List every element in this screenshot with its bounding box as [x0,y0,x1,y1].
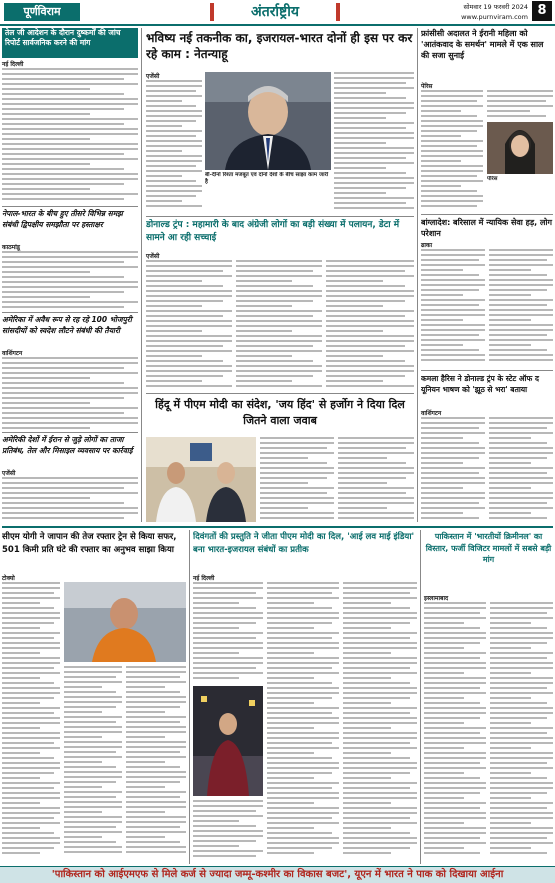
body-left4 [2,477,138,522]
masthead [0,0,555,24]
yogi-illustration [64,582,186,662]
body-diwali-col1b [193,800,263,862]
website-url[interactable]: www.purnviram.com [461,13,528,21]
headline-left2[interactable]: नेपाल-भारत के बीच हुए तीसरे विभिन्न समझ संबंधी द्विपक्षीय समझौता पर हस्ताक्षर [2,209,123,229]
portrait-illustration [487,122,553,174]
column-divider [417,28,418,522]
body-pakistan-col2 [490,602,553,862]
divider [146,216,414,217]
body-mid1-col1 [146,260,232,390]
body-yogi-col1 [2,582,60,862]
body-left3 [2,357,138,429]
column-divider [141,28,142,522]
left-column [2,28,138,522]
body-mid1-col3 [326,260,414,390]
section-rule [2,526,553,528]
divider [421,370,553,371]
headline-left3[interactable]: अमेरिका में अवैध रूप से रह रहे 100 भोजपुरी सांसदीयों को स्वदेश लौटने संबंधी की तैयारी [2,315,132,335]
body-right2-col2 [489,249,553,367]
body-lead-col1 [146,80,202,212]
byline-lead: एजेंसी [146,73,160,80]
body-right1-col2 [487,90,553,120]
byline-mid1: एजेंसी [146,253,160,260]
column-divider [420,530,421,864]
headline-lead[interactable]: भविष्य नई तकनीक का, इजरायल-भारत दोनों ही इस पर कर रहे काम : नेतन्याहू [146,31,413,61]
headline-right1[interactable]: फ्रांसीसी अदालत ने ईरानी महिला को 'आतंकवाद के समर्थन' मामले में एक साल की सजा सुनाई [421,29,544,60]
divider [2,432,138,433]
headline-yogi[interactable]: सीएम योगी ने जापान की तेज रफ्तार ट्रेन से किया सफर, 501 किमी प्रति घंटे की रफ्तार का अनुभव साझा किया [2,532,177,555]
netanyahu-caption: बी-दीनो रिश्ता मजबूत एवं दोनों देशों के बीच साझा काम जारी है [205,172,329,185]
headline-left1[interactable]: तेल जी आदेशन के दौरान दुष्कर्मों की जांच रिपोर्ट सार्वजनिक करने की मांग [2,28,138,58]
body-right2-col1 [421,249,485,367]
divider [2,312,138,313]
woman-photo [487,122,553,174]
headline-right2[interactable]: बांग्लादेश: बरिसाल में न्यायिक सेवा हड़, लोग परेशान [421,218,553,238]
divider [146,393,414,394]
yogi-photo [64,582,186,662]
body-pakistan-col1 [424,602,486,862]
issue-date: सोमवार 19 फरवरी 2024 [463,3,528,11]
body-mid1-col2 [236,260,322,390]
woman-caption: पेरिस [487,176,498,182]
body-hindi-day-col2 [338,437,414,522]
body-right1-col1 [421,90,483,210]
divider [2,206,138,207]
performance-illustration [193,686,263,796]
byline-yogi: टोक्यो [2,575,15,582]
body-diwali-col2 [267,582,339,862]
body-diwali-col1 [193,582,263,682]
netanyahu-photo [205,72,331,170]
body-lead-col3 [334,72,414,212]
divider [421,214,553,215]
section-title: अंतर्राष्ट्रीय [210,3,340,21]
byline-pakistan: इस्लामाबाद [424,595,449,602]
header-rule [0,24,555,26]
column-divider [189,530,190,864]
body-left2 [2,251,138,309]
byline-right1: पेरिस [421,83,433,90]
performance-photo [193,686,263,796]
headline-right3[interactable]: कमला हैरिस ने डोनाल्ड ट्रंप के स्टेट ऑफ द यूनियन भाषण को 'झूठ से भरा' बताया [421,374,539,394]
headline-mid1[interactable]: डोनाल्ड ट्रंप : महामारी के बाद अंग्रेजी लोगों का बड़ी संख्या में पलायन, डेटा में सामने आ रही सच्चाई [146,220,400,243]
headline-diwali[interactable]: दिवंगतों की प्रस्तुति ने जीता पीएम मोदी का दिल, 'आई लव माई इंडिया' बना भारत-इजरायल संबंधों का प्रतीक [193,532,415,555]
byline-left1: नई दिल्ली [2,61,24,68]
body-yogi-col3 [126,666,186,862]
body-diwali-col3 [343,582,417,862]
issue-info [428,2,528,22]
portrait-illustration [205,72,331,170]
footer-banner[interactable]: 'पाकिस्तान को आईएमएफ से मिले कर्ज से ज्यादा जम्मू-कश्मीर का विकास बजट', यूएन में भारत ने पाक को दिखाया आईना [0,866,555,883]
byline-left4: एजेंसी [2,470,16,477]
body-right3-col1 [421,417,485,522]
right-column [421,28,553,522]
byline-left3: वाशिंगटन [2,350,23,357]
meeting-photo [146,437,256,522]
page-number: 8 [532,1,552,21]
byline-right2: ढाका [421,242,433,249]
newspaper-brand: पूर्णविराम [4,3,80,21]
meeting-illustration [146,437,256,522]
body-left1 [2,68,138,203]
byline-left2: काठमांडू [2,244,21,251]
byline-right3: वाशिंगटन [421,410,442,417]
headline-pakistan[interactable]: पाकिस्तान में 'भारतीयों क्रिमीनल' का विस्तार, फर्जी विजिटर मामलों में सबसे बड़ी मांग [425,532,552,564]
byline-diwali: नई दिल्ली [193,575,215,582]
body-yogi-col2 [64,666,122,862]
headline-left4[interactable]: अमेरिकी देशों में ईरान से जुड़े लोगों का ताजा प्रतिबंध, तेल और मिसाइल व्यवसाय पर कार्रवाई [2,435,133,455]
headline-hindi-day[interactable]: हिंदू में पीएम मोदी का संदेश, 'जय हिंद' से हर्जोग ने दिया दिल जितने वाला जवाब [155,398,405,427]
body-hindi-day-col1 [260,437,334,522]
body-right3-col2 [489,417,553,522]
